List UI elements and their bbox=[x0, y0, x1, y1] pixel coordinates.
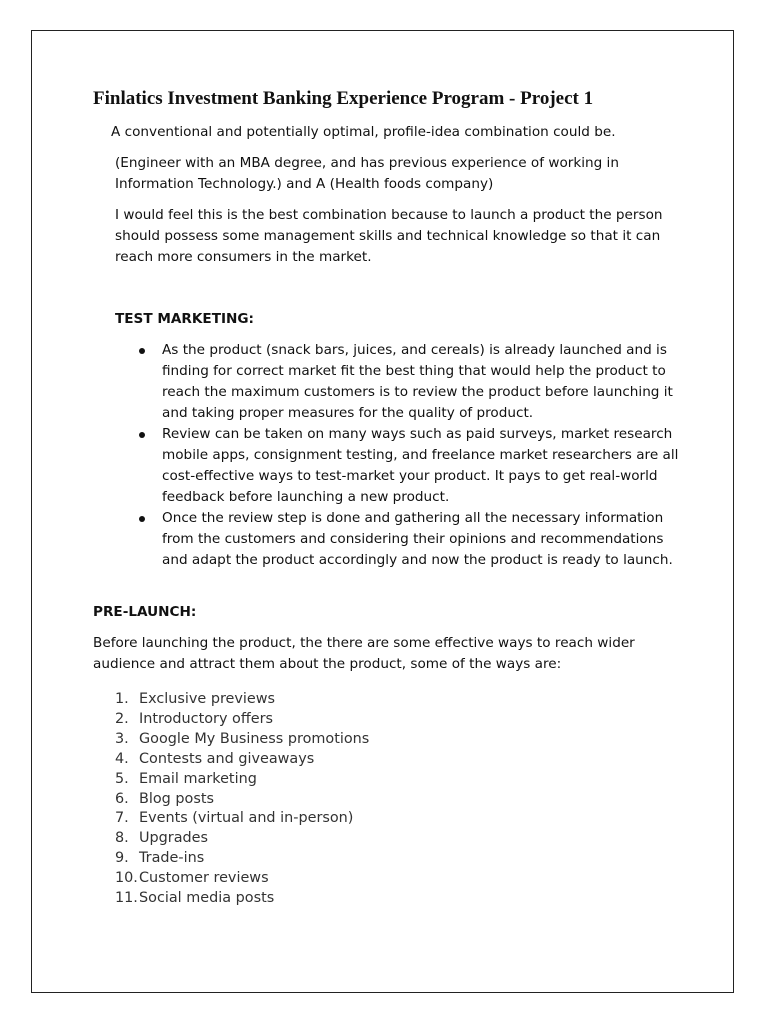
list-item bbox=[93, 869, 693, 889]
list-label: Events (virtual and in-person) bbox=[139, 810, 354, 827]
list-number: 8. bbox=[115, 830, 129, 847]
list-item bbox=[93, 849, 693, 869]
list-number: 9. bbox=[115, 850, 129, 867]
list-number: 4. bbox=[115, 750, 129, 767]
list-item bbox=[93, 829, 693, 849]
bullet-text: Review can be taken on many ways such as paid surveys, market research mobile apps, consignment testing, and freelance market researchers are all cost-effective ways to test-market your product. It pays to get real-world feedback before launching a new product. bbox=[162, 426, 679, 505]
pre-launch-text: Before launching the product, the there are some effective ways to reach wider audience and attract them about the product, some of the ways are: bbox=[93, 635, 635, 672]
page-title: Finlatics Investment Banking Experience Program - Project 1 bbox=[93, 88, 594, 109]
list-number: 1. bbox=[115, 691, 129, 707]
list-item bbox=[93, 790, 693, 810]
bullet-item bbox=[162, 340, 693, 424]
list-label: Exclusive previews bbox=[139, 691, 276, 707]
list-item bbox=[93, 770, 693, 790]
test-marketing-heading: TEST MARKETING: bbox=[115, 311, 254, 327]
list-number: 11. bbox=[115, 890, 138, 907]
list-label: Customer reviews bbox=[139, 870, 269, 887]
pre-launch-heading: PRE-LAUNCH: bbox=[93, 604, 197, 620]
intro-text: A conventional and potentially optimal, profile-idea combination could be. bbox=[111, 124, 616, 140]
list-number: 6. bbox=[115, 790, 129, 807]
list-label: Contests and giveaways bbox=[139, 750, 315, 767]
list-item bbox=[93, 730, 693, 750]
list-number: 7. bbox=[115, 810, 129, 827]
list-item bbox=[93, 710, 693, 730]
list-label: Upgrades bbox=[139, 830, 209, 847]
list-item bbox=[93, 750, 693, 770]
bullet-text: As the product (snack bars, juices, and cereals) is already launched and is finding for correct market fit the best thing that would help the product to reach the maximum customers is to review the product before launching it and taking proper measures for the quality of product. bbox=[162, 342, 673, 421]
list-label: Introductory offers bbox=[139, 710, 274, 727]
bullet-icon bbox=[139, 348, 145, 354]
list-number: 10. bbox=[115, 870, 138, 887]
combination-text: (Engineer with an MBA degree, and has previous experience of working in Information Technology.) and A (Health foods company) bbox=[115, 155, 619, 192]
bullet-text: Once the review step is done and gathering all the necessary information from the customers and considering their opinions and recommendations and adapt the product accordingly and now the product is ready to launch. bbox=[162, 510, 673, 568]
bullet-item bbox=[162, 508, 693, 571]
test-marketing-list bbox=[93, 340, 693, 571]
reason-text: I would feel this is the best combination because to launch a product the person should possess some management skills and technical knowledge so that it can reach more consumers in the market. bbox=[115, 207, 663, 265]
list-number: 3. bbox=[115, 730, 129, 747]
list-item bbox=[93, 809, 693, 829]
bullet-item bbox=[162, 424, 693, 508]
pre-launch-list bbox=[93, 690, 693, 909]
list-label: Google My Business promotions bbox=[139, 730, 370, 747]
list-item bbox=[93, 690, 693, 710]
list-label: Email marketing bbox=[139, 770, 257, 787]
list-label: Trade-ins bbox=[139, 850, 205, 867]
list-item bbox=[93, 889, 693, 909]
list-number: 2. bbox=[115, 710, 129, 727]
list-label: Blog posts bbox=[139, 790, 214, 807]
document-body bbox=[93, 86, 693, 909]
list-number: 5. bbox=[115, 770, 129, 787]
list-label: Social media posts bbox=[139, 890, 275, 907]
bullet-icon bbox=[139, 516, 145, 522]
bullet-icon bbox=[139, 432, 145, 438]
